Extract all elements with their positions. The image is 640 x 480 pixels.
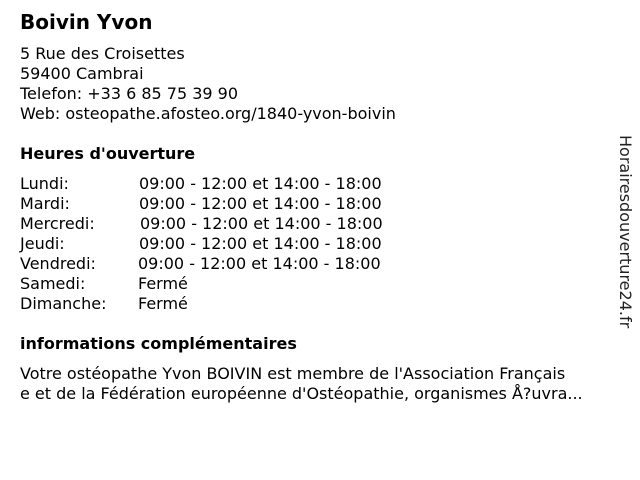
additional-info-heading: informations complémentaires: [20, 334, 297, 353]
time-value: Fermé: [138, 274, 188, 293]
time-value: Fermé: [138, 294, 188, 313]
phone-number: Telefon: +33 6 85 75 39 90: [20, 84, 239, 103]
info-line: e et de la Fédération européenne d'Ostéopathie, organismes Å?uvra...: [20, 384, 583, 403]
time-value: 09:00 - 12:00 et 14:00 - 18:00: [140, 214, 383, 233]
time-value: 09:00 - 12:00 et 14:00 - 18:00: [139, 194, 382, 213]
day-label: Samedi:: [20, 274, 86, 293]
day-label: Vendredi:: [20, 254, 96, 273]
day-label: Mercredi:: [20, 214, 95, 233]
additional-info-text: [20, 364, 632, 404]
day-label: Mardi:: [20, 194, 70, 213]
site-watermark: [615, 135, 635, 345]
day-label: Dimanche:: [20, 294, 107, 313]
street-address: 5 Rue des Croisettes: [20, 44, 185, 63]
info-line: Votre ostéopathe Yvon BOIVIN est membre de l'Association Français: [20, 364, 566, 383]
watermark-text: Horairesdouverture24.fr: [616, 135, 635, 329]
opening-hours-heading: Heures d'ouverture: [20, 144, 196, 163]
practitioner-name: Boivin Yvon: [20, 10, 153, 34]
day-label: Lundi:: [20, 174, 69, 193]
contact-block: [20, 44, 396, 124]
time-value: 09:00 - 12:00 et 14:00 - 18:00: [139, 234, 382, 253]
website-link[interactable]: Web: osteopathe.afosteo.org/1840-yvon-boivin: [20, 104, 396, 123]
time-value: 09:00 - 12:00 et 14:00 - 18:00: [139, 174, 382, 193]
city-address: 59400 Cambrai: [20, 64, 144, 83]
time-value: 09:00 - 12:00 et 14:00 - 18:00: [138, 254, 381, 273]
day-label: Jeudi:: [20, 234, 65, 253]
